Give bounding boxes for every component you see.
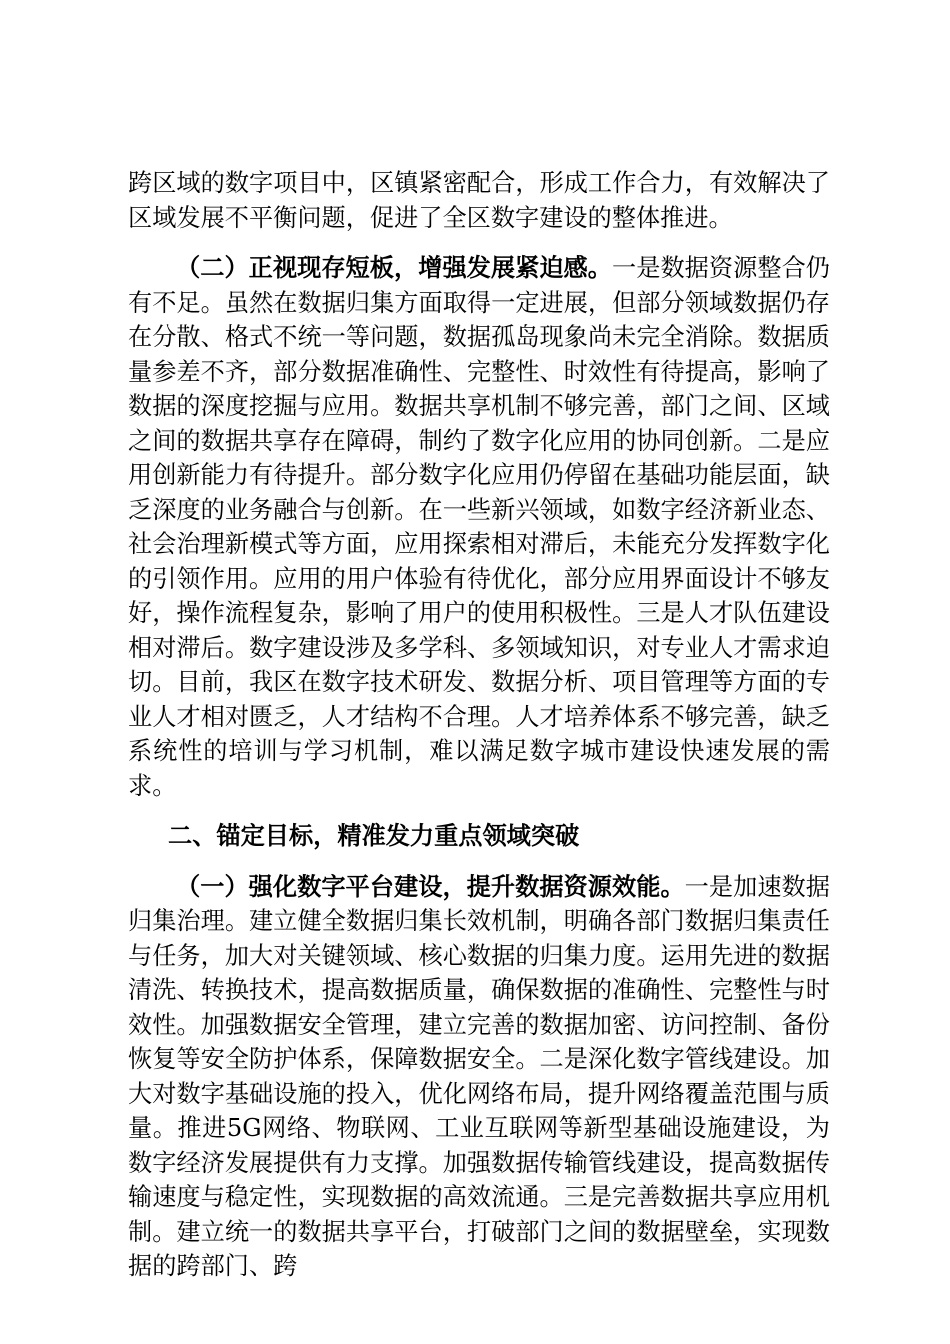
paragraph-body: 一是加速数据归集治理。建立健全数据归集长效机制，明确各部门数据归集责任与任务，加大对关键领域、核心数据的归集力度。运用先进的数据清洗、转换技术，提高数据质量，确保数据的准确性、完整性与时效性。加强数据安全管理，建立完善的数据加密、访问控制、备份恢复等安全防护体系，保障数据安全。二是深化数字管线建设。加大对数字基础设施的投入，优化网络布局，提升网络覆盖范围与质量。推进5G网络、物联网、工业互联网等新型基础设施建设，为数字经济发展提供有力支撑。加强数据传输管线建设，提高数据传输速度与稳定性，实现数据的高效流通。三是完善数据共享应用机制。建立统一的数据共享平台，打破部门之间的数据壁垒，实现数据的跨部门、跨 [128,872,830,1280]
paragraph-lead-heading: （一）强化数字平台建设，提升数据资源效能。 [176,871,685,901]
document-page [128,166,830,1284]
paragraph-lead-heading: （二）正视现存短板，增强发展紧迫感。 [176,253,613,282]
paragraph-shortcomings [128,251,830,803]
paragraph-platform [128,870,830,1284]
paragraph-body: 一是数据资源整合仍有不足。虽然在数据归集方面取得一定进展，但部分领域数据仍存在分散、格式不统一等问题，数据孤岛现象尚未完全消除。数据质量参差不齐，部分数据准确性、完整性、时效性有待提高，影响了数据的深度挖掘与应用。数据共享机制不够完善，部门之间、区域之间的数据共享存在障碍，制约了数字化应用的协同创新。二是应用创新能力有待提升。部分数字化应用仍停留在基础功能层面，缺乏深度的业务融合与创新。在一些新兴领域，如数字经济新业态、社会治理新模式等方面，应用探索相对滞后，未能充分发挥数字化的引领作用。应用的用户体验有待优化，部分应用界面设计不够友好，操作流程复杂，影响了用户的使用积极性。三是人才队伍建设相对滞后。数字建设涉及多学科、多领域知识，对专业人才需求迫切。目前，我区在数字技术研发、数据分析、项目管理等方面的专业人才相对匮乏，人才结构不合理。人才培养体系不够完善，缺乏系统性的培训与学习机制，难以满足数字城市建设快速发展的需求。 [128,254,830,800]
paragraph-continuation: 跨区域的数字项目中，区镇紧密配合，形成工作合力，有效解决了区域发展不平衡问题，促进了全区数字建设的整体推进。 [128,169,830,232]
section-heading: 二、锚定目标，精准发力重点领域突破 [168,821,580,850]
